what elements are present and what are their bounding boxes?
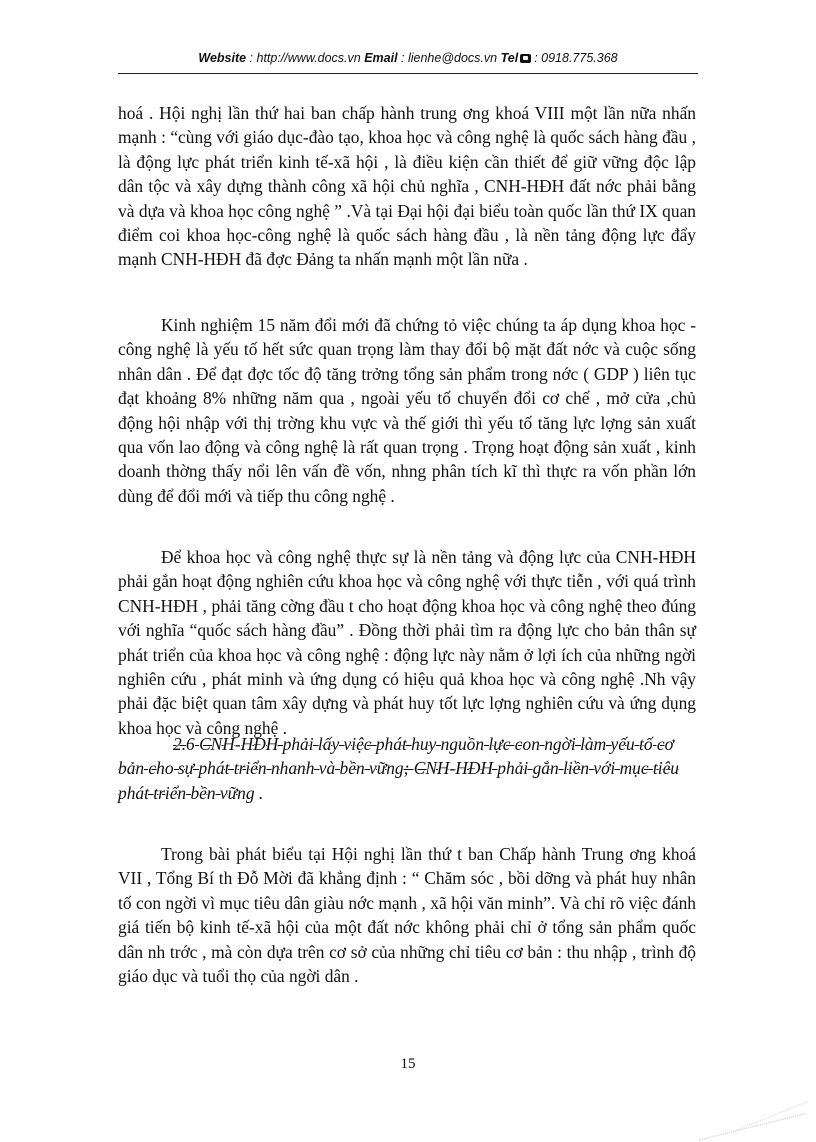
page-header <box>0 0 816 70</box>
paragraph-2: Kinh nghiệm 15 năm đổi mới đã chứng tỏ việc chúng ta áp dụng khoa học - công nghệ là yếu tố hết sức quan trọng làm thay đổi bộ mặt đất nớc và cuộc sống nhân dân . Để đạt đợc tốc độ tăng trởng tổng sản phẩm trong nớc ( GDP ) liên tục đạt khoảng 8% những năm qua , ngoài yếu tố chuyển đổi cơ chế , mở cửa ,chủ động hội nhập với thị trờng khu vực và thế giới thì yếu tố tăng lực lợng sản xuất qua vốn lao động và công nghệ là rất quan trọng . Trọng hoạt động sản xuất , kinh doanh thờng thấy nổi lên vấn đề vốn, nhng phân tích kĩ thì thực ra vốn phần lớn dùng để đổi mới và tiếp thu công nghệ . <box>118 315 696 506</box>
website-label: Website <box>198 51 247 65</box>
email-label: Email <box>364 51 398 65</box>
tel-label: Tel <box>500 51 519 65</box>
paragraph-3: Để khoa học và công nghệ thực sự là nền tảng và động lực của CNH-HĐH phải gắn hoạt động nghiên cứu khoa học và công nghệ với thực tiễn , với quá trình CNH-HĐH , phải tăng cờng đầu t cho hoạt động khoa học và công nghệ theo đúng với nghĩa “quốc sách hàng đầu” . Đồng thời phải tìm ra động lực cho bản thân sự phát triển của khoa học và công nghệ : động lực này nằm ở lợi ích của những ngời nghiên cứu , phát minh và ứng dụng có hiệu quả khoa học và công nghệ .Nh vậy phải đặc biệt quan tâm xây dựng và phát huy tốt lực lợng nghiên cứu và ứng dụng khoa học và công nghệ . <box>118 547 696 738</box>
contact-line <box>0 51 816 65</box>
tel-number: : 0918.775.368 <box>534 51 618 65</box>
website-url[interactable]: : http://www.docs.vn <box>246 51 365 65</box>
scan-artifact <box>699 1113 806 1142</box>
header-divider <box>118 73 698 74</box>
section-heading-suffix: . <box>254 782 264 803</box>
paragraph-4: Trong bài phát biểu tại Hội nghị lần thứ t ban Chấp hành Trung ơng khoá VII , Tổng Bí th Đỗ Mời đã khẳng định : “ Chăm sóc , bồi dỡng và phát huy nhân tố con ngời vì mục tiêu dân giàu nớc mạnh , xã hội văn minh”. Và chỉ rõ việc đánh giá tiến bộ kinh tế-xã hội của một đất nớc không phải chỉ ở tổng sản phẩm quốc dân nh trớc , mà còn dựa trên cơ sở của những chỉ tiêu cơ bản : thu nhập , trình độ giáo dục và tuổi thọ của ngời dân . <box>118 844 696 987</box>
section-heading <box>118 732 696 805</box>
paragraph-1: hoá . Hội nghị lần thứ hai ban chấp hành trung ơng khoá VIII một lần nữa nhấn mạnh : “cùng với giáo dục-đào tạo, khoa học và công nghệ là quốc sách hàng đầu , là động lực phát triển kinh tế-xã hội , là điều kiện cần thiết để giữ vững độc lập dân tộc và xây dựng thành công xã hội chủ nghĩa , CNH-HĐH đất nớc phải bằng và dựa và khoa học công nghệ ” .Và tại Đại hội đại biểu toàn quốc lần thứ IX quan điểm coi khoa học-công nghệ là quốc sách hàng đầu , là nền tảng động lực đẩy mạnh CNH-HĐH đã đợc Đảng ta nhấn mạnh một lần nữa . <box>118 103 696 270</box>
phone-icon <box>520 54 531 63</box>
page-number: 15 <box>400 1056 416 1072</box>
email-address[interactable]: : lienhe@docs.vn <box>397 51 501 65</box>
section-heading-text: 2.6 CNH-HĐH phải lấy việc phát huy nguồn lực con ngời làm yếu tố cơ bản cho sự phát triển nhanh và bền vững; CNH-HĐH phải gắn liền với mục tiêu phát triển bền vững <box>118 734 680 803</box>
